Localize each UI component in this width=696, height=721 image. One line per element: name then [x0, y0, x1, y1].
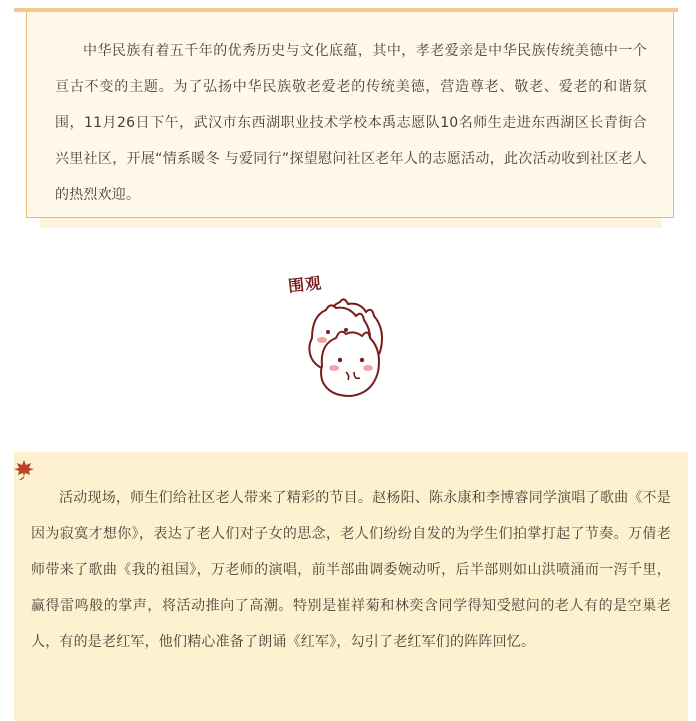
- intro-card-shadow: [40, 218, 662, 228]
- activity-paragraph: 活动现场，师生们给社区老人带来了精彩的节目。赵杨阳、陈永康和李博睿同学演唱了歌曲《不是因为寂寞才想你》，表达了老人们对子女的思念，老人们纷纷自发的为学生们拍掌打起了节奏。万倩老师带来了歌曲《我的祖国》，万老师的演唱，前半部曲调委婉动听，后半部则如山洪喷涌而一泻千里，赢得雷鸣般的掌声，将活动推向了高潮。特别是崔祥菊和林奕含同学得知受慰问的老人有的是空巢老人，有的是老红军，他们精心准备了朗诵《红军》，勾引了老红军们的阵阵回忆。: [31, 490, 671, 650]
- activity-panel: [14, 452, 688, 721]
- cat-sticker-icon: [282, 268, 402, 408]
- sticker-caption: 围观: [287, 273, 324, 296]
- intro-paragraph: 中华民族有着五千年的优秀历史与文化底蕴，其中，孝老爱亲是中华民族传统美德中一个亘古不变的主题。为了弘扬中华民族敬老爱老的传统美德，营造尊老、敬老、爱老的和谐氛围，11月26日下午，武汉市东西湖职业技术学校本禹志愿队10名师生走进东西湖区长青街合兴里社区，开展“情系暖冬 与爱同行”探望慰问社区老年人的志愿活动，此次活动收到社区老人的热烈欢迎。: [55, 43, 647, 203]
- intro-card: [26, 12, 674, 218]
- maple-leaf-icon: [10, 456, 38, 480]
